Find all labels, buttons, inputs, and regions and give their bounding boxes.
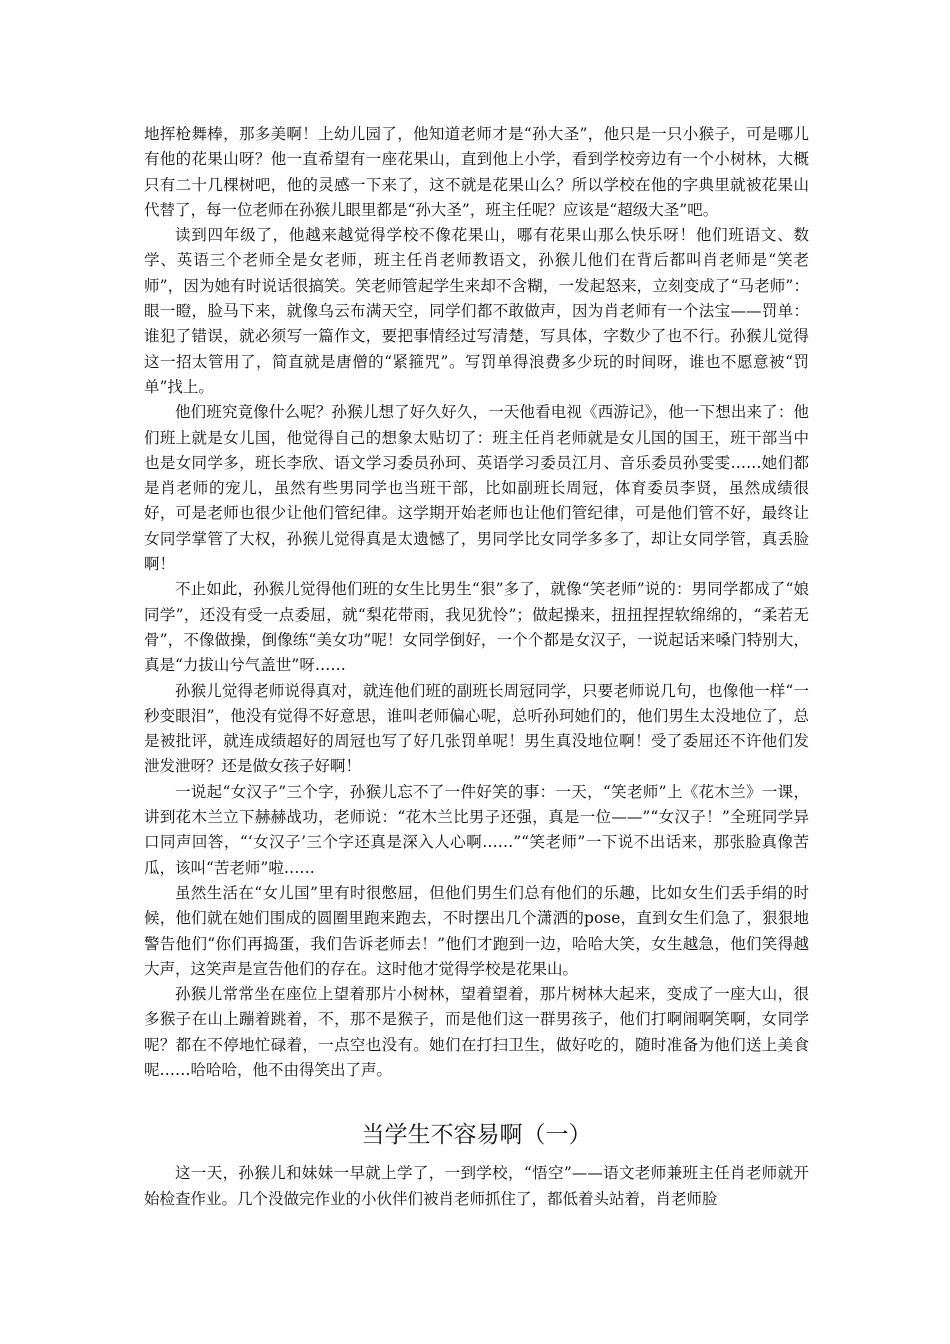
document-page (144, 122, 809, 1212)
paragraph-3: 他们班究竟像什么呢？孙猴儿想了好久好久，一天他看电视《西游记》，他一下想出来了：他们班上就是女儿国，他觉得自己的想象太贴切了：班主任肖老师就是女儿国的国王，班干部当中也是女同学多，班长李欣、语文学习委员孙珂、英语学习委员江月、音乐委员孙雯雯……她们都是肖老师的宠儿，虽然有些男同学也当班干部，比如副班长周冠，体育委员李贤，虽然成绩很好，可是老师也很少让他们管纪律。这学期开始老师也让他们管纪律，可是他们管不好，最终让女同学掌管了大权，孙猴儿觉得真是太遗憾了，男同学比女同学多多了，却让女同学管，真丢脸啊！ (144, 403, 809, 574)
paragraph-6: 一说起“女汉子”三个字，孙猴儿忘不了一件好笑的事：一天，“笑老师”上《花木兰》一课，讲到花木兰立下赫赫战功，老师说：“花木兰比男子还强，真是一位——”“女汉子！”全班同学异口同声回答，“‘女汉子’三个字还真是深入人心啊……”“笑老师”一下说不出话来，那张脸真像苦瓜，该叫“苦老师”啦…… (144, 782, 809, 877)
paragraph-5: 孙猴儿觉得老师说得真对，就连他们班的副班长周冠同学，只要老师说几句，也像他一样“一秒变眼泪”，他没有觉得不好意思，谁叫老师偏心呢，总听孙珂她们的，他们男生太没地位了，总是被批评，就连成绩超好的周冠也写了好几张罚单呢！男生真没地位啊！受了委屈还不许他们发泄发泄呀？还是做女孩子好啊！ (144, 681, 809, 776)
chapter-title: 当学生不容易啊（一） (361, 1122, 592, 1149)
paragraph-4: 不止如此，孙猴儿觉得他们班的女生比男生“狠”多了，就像“笑老师”说的：男同学都成了“娘同学”，还没有受一点委屈，就“梨花带雨，我见犹怜”；做起操来，扭扭捏捏软绵绵的，“柔若无骨”，不像做操，倒像练“美女功”呢！女同学倒好，一个个都是女汉子，一说起话来嗓门特别大，真是“力拔山兮气盖世”呀…… (144, 580, 809, 675)
paragraph-1: 地挥枪舞棒，那多美啊！上幼儿园了，他知道老师才是“孙大圣”，他只是一只小猴子，可是哪儿有他的花果山呀？他一直希望有一座花果山，直到他上小学，看到学校旁边有一个小树林，大概只有二十几棵树吧，他的灵感一下来了，这不就是花果山么？所以学校在他的字典里就被花果山代替了，每一位老师在孙猴儿眼里都是“孙大圣”，班主任呢？应该是“超级大圣”吧。 (144, 125, 809, 219)
paragraph-8: 孙猴儿常常坐在座位上望着那片小树林，望着望着，那片树林大起来，变成了一座大山，很多猴子在山上蹦着跳着，不，那不是猴子，而是他们这一群男孩子，他们打啊闹啊笑啊，女同学呢？都在不停地忙碌着，一点空也没有。她们在打扫卫生，做好吃的，随时准备为他们送上美食呢……哈哈哈，他不由得笑出了声。 (144, 985, 809, 1079)
paragraph-2: 读到四年级了，他越来越觉得学校不像花果山，哪有花果山那么快乐呀！他们班语文、数学、英语三个老师全是女老师，班主任肖老师教语文，孙猴儿他们在背后都叫肖老师是“笑老师”，因为她有时说话很搞笑。笑老师管起学生来却不含糊，一发起怒来，立刻变成了“马老师”：眼一瞪，脸马下来，就像乌云布满天空，同学们都不敢做声，因为肖老师有一个法宝——罚单：谁犯了错误，就必须写一篇作文，要把事情经过写清楚，写具体，字数少了也不行。孙猴儿觉得这一招太管用了，简直就是唐僧的“紧箍咒”。写罚单得浪费多少玩的时间呀，谁也不愿意被“罚单”找上。 (144, 226, 809, 396)
chapter-paragraph-1: 这一天，孙猴儿和妹妹一早就上学了，一到学校，“悟空”——语文老师兼班主任肖老师就开始检查作业。几个没做完作业的小伙伴们被肖老师抓住了，都低着头站着，肖老师脸 (144, 1164, 809, 1208)
paragraph-7: 虽然生活在“女儿国”里有时很憋屈，但他们男生们总有他们的乐趣，比如女生们丢手绢的时候，他们就在她们围成的圆圈里跑来跑去，不时摆出几个潇洒的pose，直到女生们急了，狠狠地警告他们“你们再捣蛋，我们告诉老师去！”他们才跑到一边，哈哈大笑，女生越急，他们笑得越大声，这笑声是宣告他们的存在。这时他才觉得学校是花果山。 (144, 883, 809, 978)
